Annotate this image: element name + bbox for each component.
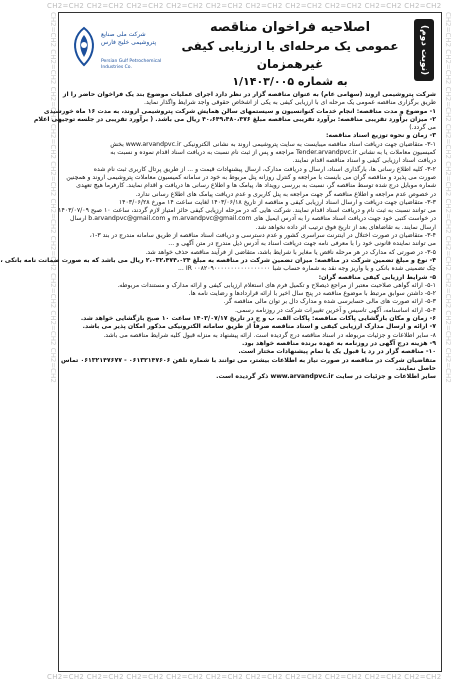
ad-text-line: ارسال نمایند. به تقاضاهای بعد از تاریخ فوق ترتیب اثر داده نخواهد شد. — [255, 223, 436, 231]
round-badge — [414, 19, 434, 81]
ad-text-line: ۳-۲- کلیه اطلاع رسانی ها، بارگذاری اسناد، ارسال و دریافت مدارک، ارسال پیشنهادات قیمت و ... از طریق پرتال کاربری ثبت نام شده — [93, 165, 436, 173]
ad-text-line: حاصل نمایند. — [395, 364, 436, 372]
ad-text-line: دریافت اسناد ارزیابی کیفی و اسناد مناقصه اقدام نمایند. — [292, 157, 436, 165]
ad-text-line: ۶- زمان و مکان بازگشایی پاکات مناقصه: پاکات الف، ب و ج در تاریخ ۱۴۰۳/۰۷/۱۷ ساعت ۱۰ صبح بازگشایی خواهد شد. — [80, 315, 436, 323]
ad-text-line: ۲- میزان برآورد تقریبی مناقصه: برآورد تقریبی مناقصه مبلغ ۴۰،۶۴۹،۴۸۰،۴۷۶ ریال می باشد. ( برآورد تقریبی در جلسه توجیهی اعلام — [33, 115, 436, 123]
ad-text-line: ۷- ارائه و ارسال مدارک ارزیابی کیفی و اسناد مناقصه صرفاً از طریق سامانه الکترونیکی مذکور امکان پذیر می باشد. — [82, 323, 436, 331]
watermark-bottom: CH2=CH2 CH2=CH2 CH2=CH2 CH2=CH2 CH2=CH2 CH2=CH2 CH2=CH2 CH2=CH2 CH2=CH2 CH2=CH2 — [47, 673, 442, 681]
watermark-left: CH2=CH2 CH2=CH2 CH2=CH2 CH2=CH2 CH2=CH2 CH2=CH2 CH2=CH2 CH2=CH2 CH2=CH2 CH2=CH2 — [49, 12, 57, 383]
ad-text-line: می توانند نسبت به ثبت نام و دریافت اسناد اقدام نمایند. شرکت هایی که در مرحله ارزیابی کیفی حائز امتیاز لازم گردند، ساعت ۱۰ صبح ۱۴۰۳/۰۷/۰۹ — [58, 207, 436, 215]
ad-text-line: ۳- زمان و نحوه توزیع اسناد مناقصه: — [325, 132, 436, 140]
company-logo — [67, 19, 163, 85]
tender-number: به شماره ۱/۱۴۰۳/۰۰۵ — [232, 75, 348, 88]
ad-text-line: ۸- سایر اطلاعات و جزئیات مربوطه در اسناد مناقصه درج گردیده است. ارائه پیشنهاد به منزله قبول کلیه شرایط مناقصه می باشد. — [103, 331, 436, 339]
ad-text-line: می گردد.) — [409, 124, 436, 132]
ad-text-line: در خواست کتبی خود جهت دریافت اسناد مناقصه را به آدرس ایمیل های m.arvandpvc@gmail.com و b.arvandpvc@gmail.com ارسال — [70, 215, 436, 223]
ad-text-line: ۳-۵- در صورتی که مدارک در هر مرحله ناقص یا مغایر با شرایط باشد، متقاضی از فرآیند مناقصه حذف خواهد شد. — [145, 248, 436, 256]
round-badge-label: (نوبت دوم) — [419, 24, 429, 76]
logo-text-fa: شرکت ملی صنایع پتروشیمی خلیج فارس — [101, 31, 157, 46]
ad-header — [59, 13, 440, 90]
ad-text-line: متقاضیان شرکت در مناقصه در صورت نیاز به اطلاعات بیشتر، می توانند با شماره تلفن ۰۶۱۳۲۱۴۷۶۰۶ - ۰۶۱۳۲۱۴۷۶۷۷ تماس — [60, 356, 436, 364]
ad-text-line: می توانند نماینده قانونی خود را با معرفی نامه جهت دریافت اسناد به آدرس ذیل مندرج در متن آگهی و ... — [168, 240, 436, 248]
ad-text-line: در خصوص عدم مراجعه و اطلاع مناقصه گر جهت مراجعه به پنل کاربری و عدم دریافت پیامک های اطلاع رسانی ندارد. — [135, 190, 436, 198]
ad-text-line: چک تضمینی شده بانکی و یا واریز وجه نقد به شماره حساب شبا ۰۰۸۲۰۹۰۰۰۰۰۰۰۰۰۰۰۰۰۰۰۰۰ IR ... — [177, 265, 436, 273]
ad-text-line: ۳-۱- متقاضیان جهت دریافت اسناد مناقصه میبایست به سایت پتروشیمی اروند به نشانی الکترونیکی www.arvandpvc.ir بخش — [110, 140, 436, 148]
ad-text-line: ۵-۱- ارائه گواهی صلاحیت معتبر از مراجع ذیصلاح و تکمیل فرم های استعلام ارزیابی کیفی و ارائه مدارک و مستندات مربوطه. — [117, 281, 436, 289]
logo-mark-icon — [67, 25, 101, 69]
ad-text-line: شماره موبایل درج شده توسط مناقصه گر، نسبت به بررسی رویداد ها، پیامک ها و اطلاع رسانی ها دریافت و اقدام نمایند. کارفرما هیچ تعهدی — [76, 182, 436, 190]
ad-text-line: ۱۰- مناقصه گزار در رد یا قبول یک یا تمام پیشنهادات مختار است. — [238, 348, 436, 356]
ad-text-line: ۹- هزینه درج آگهی در روزنامه به عهده برنده مناقصه خواهد بود. — [242, 339, 436, 347]
ad-text-line: ۱- موضوع و مدت مناقصه: انجام خدمات کنوانسیون و سیستمهای سالن همایش شرکت پتروشیمی اروند، به مدت ۱۶ ماه خورشیدی — [43, 107, 436, 115]
ad-text-line: سایر اطلاعات و جزئیات در سایت www.arvandpvc.ir ذکر گردیده است. — [216, 373, 436, 381]
ad-text-line: ۵-۲- داشتن سوابق مرتبط با موضوع مناقصه در پنج سال اخیر با ارائه قراردادها و رضایت نامه ها. — [188, 290, 436, 298]
logo-text-en: Persian Gulf Petrochemical Industries Co. — [101, 59, 162, 70]
watermark-top: CH2=CH2 CH2=CH2 CH2=CH2 CH2=CH2 CH2=CH2 CH2=CH2 CH2=CH2 CH2=CH2 CH2=CH2 CH2=CH2 — [47, 2, 442, 10]
ad-text-line: ۳-۴- متقاضیان در صورت اختلال در اینترنت سراسری کشور و عدم دسترسی و دریافت اسناد مناقصه از طریق سامانه مندرج در بند ۳-۱، — [89, 232, 436, 240]
ad-subtitle: عمومی یک مرحله‌ای با ارزیابی کیفی غیرهمزمان — [181, 39, 399, 71]
ad-text-line: طریق برگزاری مناقصه عمومی یک مرحله ای با ارزیابی کیفی به یکی از اشخاص حقوقی واجد شرایط واگذار نماید. — [144, 99, 436, 107]
ad-text-line: کمیسیون معاملات یا به نشانی Tender.arvandpvc.ir مراجعه و پس از ثبت نام نسبت به دریافت اسناد اقدام نموده و نسبت به — [110, 149, 436, 157]
ad-text-line: ۳-۳- متقاضیان جهت دریافت و ارسال اسناد ارزیابی کیفی و مناقصه از تاریخ ۱۴۰۳/۰۶/۱۸ لغایت ساعت ۱۴ مورخ ۱۴۰۳/۰۶/۲۸ — [118, 198, 436, 206]
ad-text-line: ۴- نوع و مبلغ تضمین شرکت در مناقصه: میزان تضمین شرکت در مناقصه به مبلغ ۲،۰۳۲،۴۷۴،۰۲۴ ریال می باشد که به صورت ضمانت نامه بانکی ، — [0, 256, 436, 264]
ad-text-line: شرکت پتروشیمی اروند (سهامی عام) به عنوان مناقصه گزار در نظر دارد اجرای عملیات موضوع بند یک فراخوان حاضر را از — [62, 91, 436, 98]
watermark-right: CH2=CH2 CH2=CH2 CH2=CH2 CH2=CH2 CH2=CH2 CH2=CH2 CH2=CH2 CH2=CH2 CH2=CH2 CH2=CH2 — [444, 12, 452, 383]
ad-text-line: صورت می پذیرد و مناقصه گران می بایست با مراجعه و کنترل روزانه پنل مربوط به خود در سامانه کمیسیون معاملات پتروشیمی اروند و همچنین — [66, 173, 436, 181]
ad-title: اصلاحیه فراخوان مناقصه — [209, 20, 371, 35]
ad-text-line: ۵- شرایط ارزیابی کیفی مناقصه گران: — [318, 273, 436, 281]
title-block — [180, 19, 400, 91]
ad-text-line: ۵-۳- ارائه صورت های مالی حسابرسی شده و مدارک دال بر توان مالی مناقصه گر. — [223, 298, 436, 306]
ad-text-line: ۵-۴- ارائه اساسنامه، آگهی تاسیس و آخرین تغییرات شرکت در روزنامه رسمی. — [234, 306, 436, 314]
